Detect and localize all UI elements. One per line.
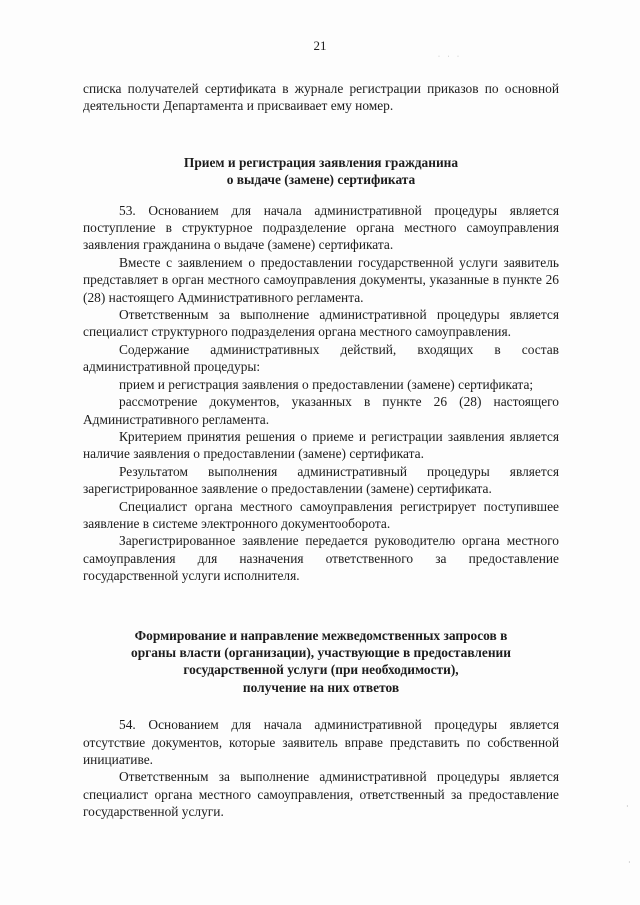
page-number: 21: [313, 38, 327, 53]
paragraph: Ответственным за выполнение административной процедуры является специалист органа местного самоуправления, ответственный за предоставление государственной услуги.: [83, 769, 559, 820]
section-heading-reception: [83, 154, 559, 189]
heading-line: получение на них ответов: [242, 679, 400, 695]
heading-line: о выдаче (замене) сертификата: [226, 172, 416, 188]
paragraph: Результатом выполнения административный процедуры является зарегистрированное заявление о предоставлении (замене) сертификата.: [83, 463, 559, 497]
paragraph: Специалист органа местного самоуправления регистрирует поступившее заявление в системе электронного документооборота.: [83, 498, 559, 531]
paragraph: Ответственным за выполнение административной процедуры является специалист структурного подразделения органа местного самоуправления.: [83, 307, 559, 340]
heading-line: Формирование и направление межведомственных запросов в: [134, 627, 508, 643]
scan-speck: ·: [626, 802, 629, 811]
heading-line: органы власти (организации), участвующие в предоставлении: [131, 644, 511, 660]
paragraph-54: 54. Основанием для начала административной процедуры является отсутствие документов, которые заявитель вправе представить по собственной инициативе.: [83, 717, 559, 767]
paragraph: Зарегистрированное заявление передается руководителю органа местного самоуправления для назначения ответственного за предоставление государственной услуги исполнителя.: [83, 533, 559, 584]
heading-line: Прием и регистрация заявления гражданина: [183, 154, 459, 170]
paragraph: Критерием принятия решения о приеме и регистрации заявления является наличие заявления о предоставлении (замене) сертификата.: [83, 428, 559, 462]
paragraph: Вместе с заявлением о предоставлении государственной услуги заявитель представляет в орган местного самоуправления документы, указанные в пункте 26 (28) настоящего Административного регламента.: [83, 254, 559, 305]
scan-artifact-mark: · · ·: [438, 54, 462, 60]
intro-paragraph: списка получателей сертификата в журнале регистрации приказов по основной деятельности Департамента и присваивает ему номер.: [83, 81, 559, 114]
document-body: [83, 80, 559, 821]
paragraph: Содержание административных действий, входящих в состав административной процедуры:: [83, 341, 559, 375]
paragraph-53: 53. Основанием для начала административной процедуры является поступление в структурное подразделение органа местного самоуправления заявления гражданина о выдаче (замене) сертификата.: [83, 202, 559, 253]
scan-speck: ·: [628, 858, 631, 867]
heading-line: государственной услуги (при необходимости),: [183, 662, 459, 678]
section-heading-interagency-requests: [83, 627, 559, 697]
list-item: рассмотрение документов, указанных в пункте 26 (28) настоящего Административного регламента.: [83, 394, 559, 427]
list-item: прием и регистрация заявления о предоставлении (замене) сертификата;: [119, 376, 534, 392]
